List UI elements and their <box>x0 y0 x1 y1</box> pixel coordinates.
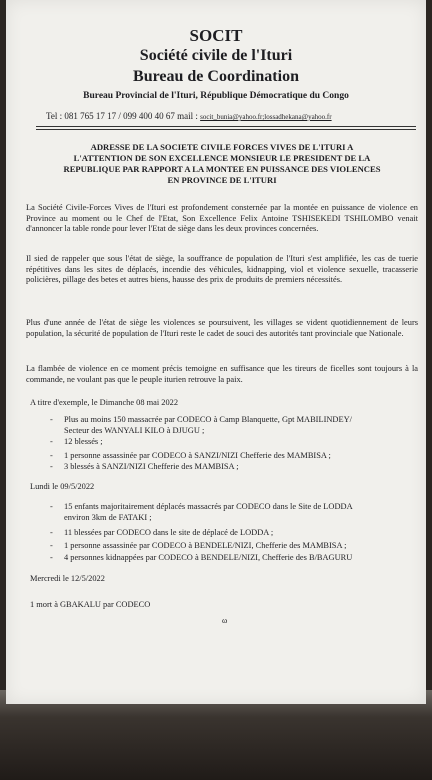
document-page <box>6 0 426 704</box>
contact-line <box>46 111 332 121</box>
handwritten-mark: ω <box>222 616 228 625</box>
list-item: 12 blessés ; <box>64 437 103 446</box>
title-line: ADRESSE DE LA SOCIETE CIVILE FORCES VIVES DE L'ITURI A <box>90 142 354 152</box>
document-title <box>26 142 418 186</box>
title-line: EN PROVINCE DE L'ITURI <box>167 175 277 185</box>
date-heading: Mercredi le 12/5/2022 <box>30 574 105 583</box>
contact-mail: socit_bunia@yahoo.fr;lossadhekana@yahoo.fr <box>200 113 332 121</box>
bullet-dash: - <box>50 437 53 446</box>
bullet-dash: - <box>50 462 53 471</box>
org-name: Société civile de l'Ituri <box>139 47 293 64</box>
list-item: 11 blessées par CODECO dans le site de déplacé de LODDA ; <box>64 528 274 537</box>
list-item: 3 blessés à SANZI/NIZI Chefferie des MAMBISA ; <box>64 462 239 471</box>
list-item: 4 personnes kidnappées par CODECO à BENDELE/NIZI, Chefferie des B/BAGURU <box>64 553 353 562</box>
date-heading: Lundi le 09/5/2022 <box>30 482 95 491</box>
paragraph-2: Il sied de rappeler que sous l'état de siège, la souffrance de population de l'Ituri s'est amplifiée, les cas de tuerie répétitives dans les sites de déplacés, incendie des véhicules, kidnapping, viol et violence sexuelle, tracasserie policières, pillage des betes et autres biens, hausse des prix de produits de premiers nécessités. <box>26 254 418 285</box>
list-item: 1 personne assassinée par CODECO à SANZI/NIZI Chefferie des MAMBISA ; <box>64 451 331 460</box>
contact-tel: Tel : 081 765 17 17 / 099 400 40 67 mail : <box>46 111 198 121</box>
title-line: L'ATTENTION DE SON EXCELLENCE MONSIEUR LE PRESIDENT DE LA <box>73 153 371 163</box>
bullet-dash: - <box>50 541 53 550</box>
last-entry: 1 mort à GBAKALU par CODECO <box>30 600 151 609</box>
title-line: REPUBLIQUE PAR RAPPORT A LA MONTEE EN PUISSANCE DES VIOLENCES <box>63 164 381 174</box>
bullet-dash: - <box>50 415 53 424</box>
bullet-dash: - <box>50 553 53 562</box>
paragraph-4: La flambée de violence en ce moment précis temoigne en suffisance que les tireurs de ficelles sont toujours à la commande, ne voulant pas que le peuple iturien retrouve la paix. <box>26 364 418 384</box>
list-item: Plus au moins 150 massacrée par CODECO à Camp Blanquette, Gpt MABILINDEY/ <box>64 415 352 424</box>
list-item: 1 personne assassinée par CODECO à BENDELE/NIZI, Chefferie des MAMBISA ; <box>64 541 347 550</box>
bullet-dash: - <box>50 502 53 511</box>
bureau-name: Bureau de Coordination <box>133 68 299 85</box>
bullet-dash: - <box>50 451 53 460</box>
org-acronym: SOCIT <box>189 26 243 45</box>
header-divider <box>36 126 416 127</box>
paragraph-1: La Société Civile-Forces Vives de l'Ituri est profondement consternée par la montée en puissance de violence en Province au moment ou le Chef de l'Etat, Son Excellence Felix Antoine TSHISEKEDI TSHILOMBO venait d'annoncer la table ronde pour lever l'Etat de siège dans les deux provinces concernées. <box>26 203 418 234</box>
header-divider-thin <box>36 129 416 130</box>
paragraph-3: Plus d'une année de l'état de siège les violences se poursuivent, les villages se vident quotidiennement de leurs population, la sécurité de population de l'Ituri reste le cadet de souci des autorités tant provinciale que Nationale. <box>26 318 418 338</box>
list-item-cont: environ 3km de FATAKI ; <box>64 513 152 522</box>
bureau-subtitle: Bureau Provincial de l'Ituri, République Démocratique du Congo <box>83 91 349 101</box>
example-intro: A titre d'exemple, le Dimanche 08 mai 2022 <box>30 398 179 407</box>
bullet-dash: - <box>50 528 53 537</box>
list-item-cont: Secteur des WANYALI KILO à DJUGU ; <box>64 426 205 435</box>
list-item: 15 enfants majoritairement déplacés massacrés par CODECO dans le Site de LODDA <box>64 502 353 511</box>
